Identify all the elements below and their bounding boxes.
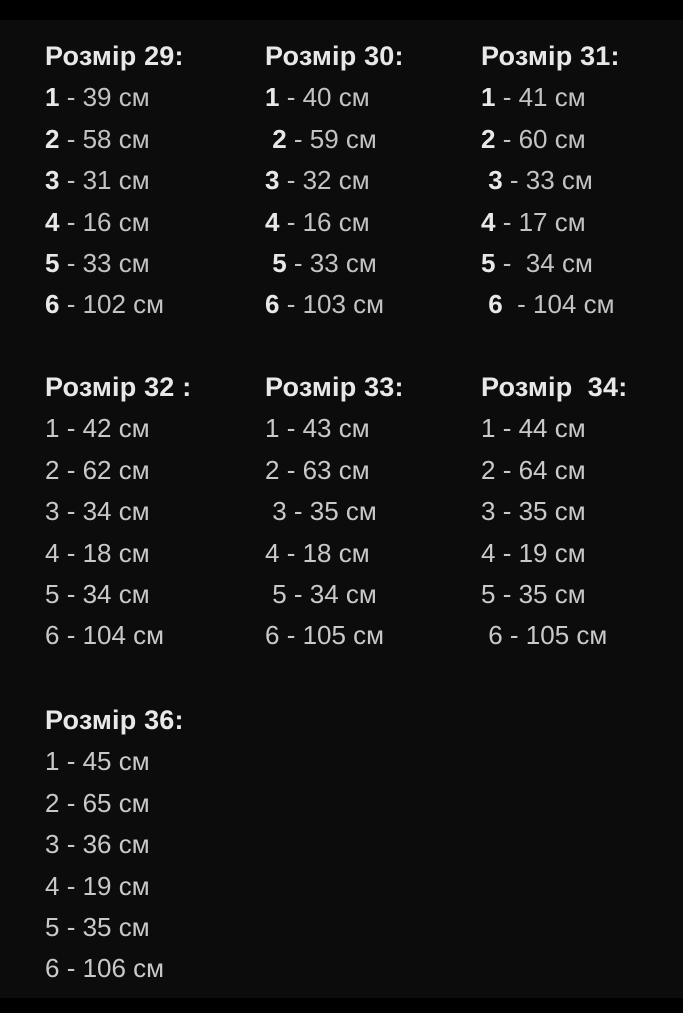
measurement-number: 5 [481,247,496,278]
size-block-title: Розмір 33: [265,372,404,402]
measurement-number: 1 [45,413,60,444]
measurement-number: 4 [481,206,496,237]
measurement-line [45,119,260,160]
measurement-number: 4 [265,537,280,568]
measurement-line [265,533,480,574]
measurement-value: - 35 см [495,578,586,609]
measurement-number: 2 [45,454,60,485]
measurement-line [45,202,260,243]
size-block-title: Розмір 36: [45,705,184,735]
measurement-number: 2 [265,454,280,485]
measurement-line [481,202,683,243]
measurement-number: 2 [481,123,496,154]
measurement-number: 5 [45,911,60,942]
measurement-line [45,243,260,284]
measurement-number: 3 [265,496,287,527]
measurement-value: - 44 см [495,413,586,444]
measurement-value: - 39 см [59,82,150,113]
measurement-value: - 18 см [59,537,150,568]
size-block [265,36,480,326]
measurement-value: - 34 см [495,247,593,278]
measurement-line [45,741,260,782]
measurement-number: 4 [481,537,496,568]
measurement-value: - 33 см [502,165,593,196]
measurement-line [45,491,260,532]
measurement-line [265,450,480,491]
measurement-value: - 35 см [495,496,586,527]
measurement-value: - 17 см [495,206,586,237]
measurement-value: - 63 см [279,454,370,485]
measurement-line [481,615,683,656]
measurement-number: 4 [45,870,60,901]
measurement-number: 4 [45,537,60,568]
measurement-line [481,77,683,118]
measurement-value: - 59 см [286,123,377,154]
measurement-value: - 105 см [502,620,608,651]
measurement-value: - 34 см [59,496,150,527]
size-block [265,367,480,657]
measurement-number: 4 [45,206,60,237]
measurement-number: 3 [45,165,60,196]
measurement-line [481,408,683,449]
size-block [481,36,683,326]
measurement-line [45,450,260,491]
measurement-line [45,574,260,615]
measurement-line [481,491,683,532]
measurement-value: - 33 см [286,247,377,278]
measurement-line [45,948,260,989]
measurement-number: 1 [481,82,496,113]
measurement-line [265,119,480,160]
measurement-number: 6 [45,289,60,320]
measurement-line [45,160,260,201]
measurement-value: - 105 см [279,620,385,651]
measurement-number: 5 [45,247,60,278]
measurement-number: 3 [45,496,60,527]
measurement-line [45,408,260,449]
measurement-value: - 18 см [279,537,370,568]
measurement-value: - 62 см [59,454,150,485]
measurement-value: - 45 см [59,746,150,777]
measurement-line [45,907,260,948]
size-block-title: Розмір 29: [45,41,184,71]
measurement-value: - 19 см [495,537,586,568]
measurement-number: 6 [45,620,60,651]
measurement-number: 5 [265,247,287,278]
measurement-value: - 102 см [59,289,165,320]
measurement-line [45,783,260,824]
measurement-number: 6 [265,289,280,320]
measurement-line [265,615,480,656]
measurement-number: 2 [45,787,60,818]
measurement-value: - 36 см [59,829,150,860]
measurement-line [481,574,683,615]
measurement-line [265,243,480,284]
measurement-value: - 33 см [59,247,150,278]
measurement-number: 3 [265,165,280,196]
measurement-value: - 65 см [59,787,150,818]
measurement-value: - 16 см [279,206,370,237]
measurement-number: 1 [481,413,496,444]
measurement-number: 6 [481,620,503,651]
measurement-line [265,408,480,449]
measurement-number: 5 [481,578,496,609]
measurement-number: 5 [45,578,60,609]
measurement-value: - 16 см [59,206,150,237]
size-block-title: Розмір 30: [265,41,404,71]
measurement-line [481,160,683,201]
measurement-line [481,533,683,574]
measurement-value: - 35 см [59,911,150,942]
measurement-number: 1 [265,413,280,444]
measurement-number: 4 [265,206,280,237]
measurement-value: - 32 см [279,165,370,196]
measurement-line [45,824,260,865]
size-block-title: Розмір 34: [481,372,628,402]
measurement-value: - 42 см [59,413,150,444]
measurement-number: 3 [481,165,503,196]
measurement-number: 1 [45,746,60,777]
measurement-value: - 34 см [59,578,150,609]
measurement-value: - 35 см [286,496,377,527]
measurement-value: - 34 см [286,578,377,609]
measurement-value: - 43 см [279,413,370,444]
measurement-value: - 58 см [59,123,150,154]
measurement-line [265,284,480,325]
measurement-number: 2 [45,123,60,154]
measurement-value: - 64 см [495,454,586,485]
size-block [481,367,683,657]
measurement-line [45,77,260,118]
measurement-value: - 41 см [495,82,586,113]
measurement-number: 3 [45,829,60,860]
measurement-number: 6 [45,953,60,984]
measurement-value: - 31 см [59,165,150,196]
measurement-line [45,866,260,907]
size-block-title: Розмір 31: [481,41,620,71]
measurement-line [481,284,683,325]
measurement-number: 2 [481,454,496,485]
measurement-value: - 104 см [59,620,165,651]
measurement-line [265,202,480,243]
size-block [45,367,260,657]
measurement-value: - 40 см [279,82,370,113]
measurement-number: 2 [265,123,287,154]
measurement-line [265,491,480,532]
measurement-line [265,160,480,201]
measurement-number: 6 [481,289,503,320]
measurement-number: 5 [265,578,287,609]
measurement-line [265,77,480,118]
measurement-line [45,615,260,656]
measurement-line [481,450,683,491]
measurement-line [481,243,683,284]
measurement-value: - 104 см [502,289,615,320]
measurement-number: 6 [265,620,280,651]
size-block-title: Розмір 32 : [45,372,192,402]
measurement-line [45,533,260,574]
measurement-value: - 103 см [279,289,385,320]
measurement-line [265,574,480,615]
measurement-number: 1 [265,82,280,113]
size-block [45,36,260,326]
measurement-value: - 19 см [59,870,150,901]
measurement-value: - 106 см [59,953,165,984]
measurement-number: 1 [45,82,60,113]
measurement-number: 3 [481,496,496,527]
measurement-value: - 60 см [495,123,586,154]
size-block [45,700,260,990]
measurement-line [45,284,260,325]
measurement-line [481,119,683,160]
